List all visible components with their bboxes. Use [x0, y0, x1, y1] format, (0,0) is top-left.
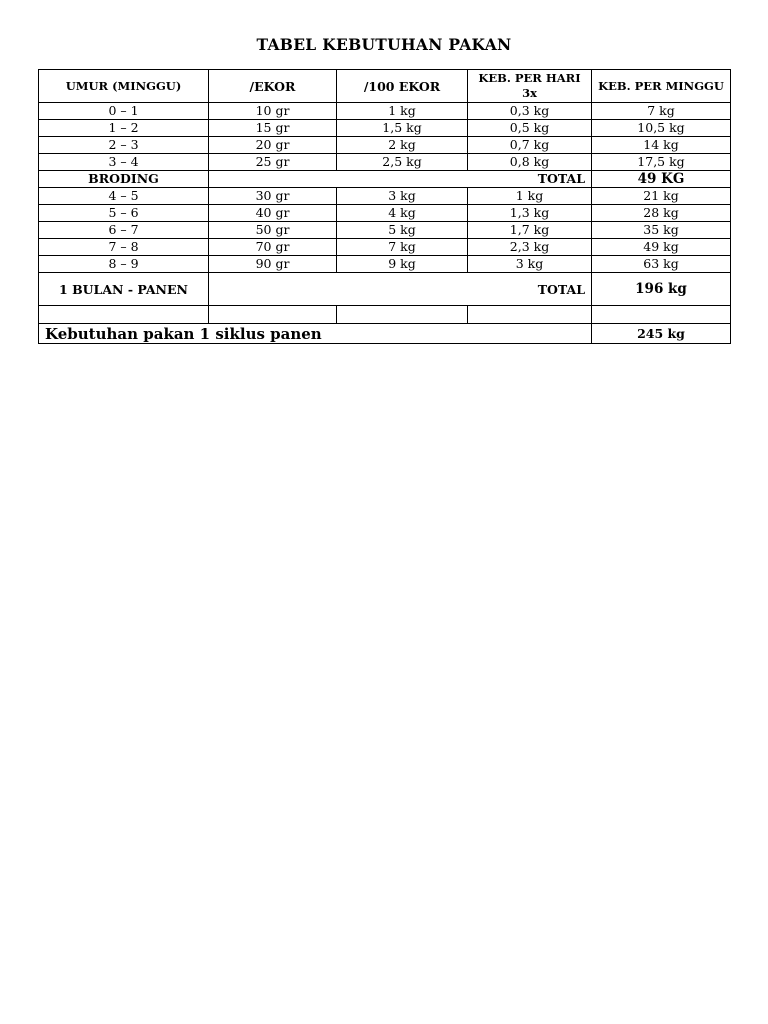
cell-per-minggu: 17,5 kg [592, 154, 731, 171]
cell-per-hari: 0,5 kg [468, 120, 592, 137]
grower-label: 1 BULAN - PANEN [39, 273, 209, 306]
grower-total-label: TOTAL [209, 273, 592, 306]
blank-cell [592, 306, 731, 324]
cell-per-100-ekor: 7 kg [337, 239, 468, 256]
table-row [39, 154, 731, 171]
blank-row [39, 306, 731, 324]
cell-per-hari: 0,3 kg [468, 103, 592, 120]
header-per-ekor: /EKOR [209, 70, 337, 103]
cell-per-ekor: 40 gr [209, 205, 337, 222]
cell-per-ekor: 50 gr [209, 222, 337, 239]
cell-per-hari: 2,3 kg [468, 239, 592, 256]
cell-per-ekor: 25 gr [209, 154, 337, 171]
cell-umur: 5 – 6 [39, 205, 209, 222]
cell-per-minggu: 63 kg [592, 256, 731, 273]
cell-umur: 7 – 8 [39, 239, 209, 256]
header-keb-per-minggu: KEB. PER MINGGU [592, 70, 731, 103]
cell-per-minggu: 35 kg [592, 222, 731, 239]
cell-per-minggu: 49 kg [592, 239, 731, 256]
cell-per-minggu: 7 kg [592, 103, 731, 120]
cell-per-100-ekor: 9 kg [337, 256, 468, 273]
table-row [39, 256, 731, 273]
cell-per-ekor: 70 gr [209, 239, 337, 256]
cell-per-ekor: 20 gr [209, 137, 337, 154]
table-row [39, 222, 731, 239]
cell-per-hari: 3 kg [468, 256, 592, 273]
brooding-label: BRODING [39, 171, 209, 188]
header-keb-per-hari: KEB. PER HARI 3x [468, 70, 592, 103]
cell-per-minggu: 21 kg [592, 188, 731, 205]
cell-per-100-ekor: 1 kg [337, 103, 468, 120]
cell-per-100-ekor: 2,5 kg [337, 154, 468, 171]
cell-per-100-ekor: 3 kg [337, 188, 468, 205]
header-per-100-ekor: /100 EKOR [337, 70, 468, 103]
brooding-total-label: TOTAL [209, 171, 592, 188]
brooding-subtotal-row [39, 171, 731, 188]
cell-per-100-ekor: 1,5 kg [337, 120, 468, 137]
cell-umur: 0 – 1 [39, 103, 209, 120]
blank-cell [209, 306, 337, 324]
cell-per-minggu: 28 kg [592, 205, 731, 222]
table-body [39, 70, 731, 344]
cell-per-100-ekor: 5 kg [337, 222, 468, 239]
table-row [39, 239, 731, 256]
cell-per-ekor: 90 gr [209, 256, 337, 273]
grower-total-value: 196 kg [592, 273, 731, 306]
cell-per-ekor: 10 gr [209, 103, 337, 120]
table-row [39, 120, 731, 137]
feed-requirement-table [38, 69, 731, 344]
document-title: TABEL KEBUTUHAN PAKAN [256, 35, 512, 54]
cell-per-100-ekor: 4 kg [337, 205, 468, 222]
blank-cell [468, 306, 592, 324]
grand-total-row [39, 324, 731, 344]
cell-per-hari: 0,7 kg [468, 137, 592, 154]
grower-subtotal-row [39, 273, 731, 306]
blank-cell [39, 306, 209, 324]
table-header-row [39, 70, 731, 103]
cell-per-hari: 1,3 kg [468, 205, 592, 222]
cell-per-hari: 0,8 kg [468, 154, 592, 171]
cell-per-hari: 1 kg [468, 188, 592, 205]
table-row [39, 137, 731, 154]
cell-umur: 3 – 4 [39, 154, 209, 171]
grand-total-label: Kebutuhan pakan 1 siklus panen [39, 324, 592, 344]
cell-per-ekor: 30 gr [209, 188, 337, 205]
header-umur: UMUR (MINGGU) [39, 70, 209, 103]
cell-per-minggu: 10,5 kg [592, 120, 731, 137]
cell-per-ekor: 15 gr [209, 120, 337, 137]
cell-umur: 4 – 5 [39, 188, 209, 205]
table-row [39, 103, 731, 120]
cell-per-100-ekor: 2 kg [337, 137, 468, 154]
cell-umur: 2 – 3 [39, 137, 209, 154]
grand-total-value: 245 kg [592, 324, 731, 344]
table-row [39, 188, 731, 205]
blank-cell [337, 306, 468, 324]
cell-umur: 8 – 9 [39, 256, 209, 273]
cell-per-minggu: 14 kg [592, 137, 731, 154]
cell-per-hari: 1,7 kg [468, 222, 592, 239]
table-row [39, 205, 731, 222]
cell-umur: 6 – 7 [39, 222, 209, 239]
cell-umur: 1 – 2 [39, 120, 209, 137]
brooding-total-value: 49 KG [592, 171, 731, 188]
